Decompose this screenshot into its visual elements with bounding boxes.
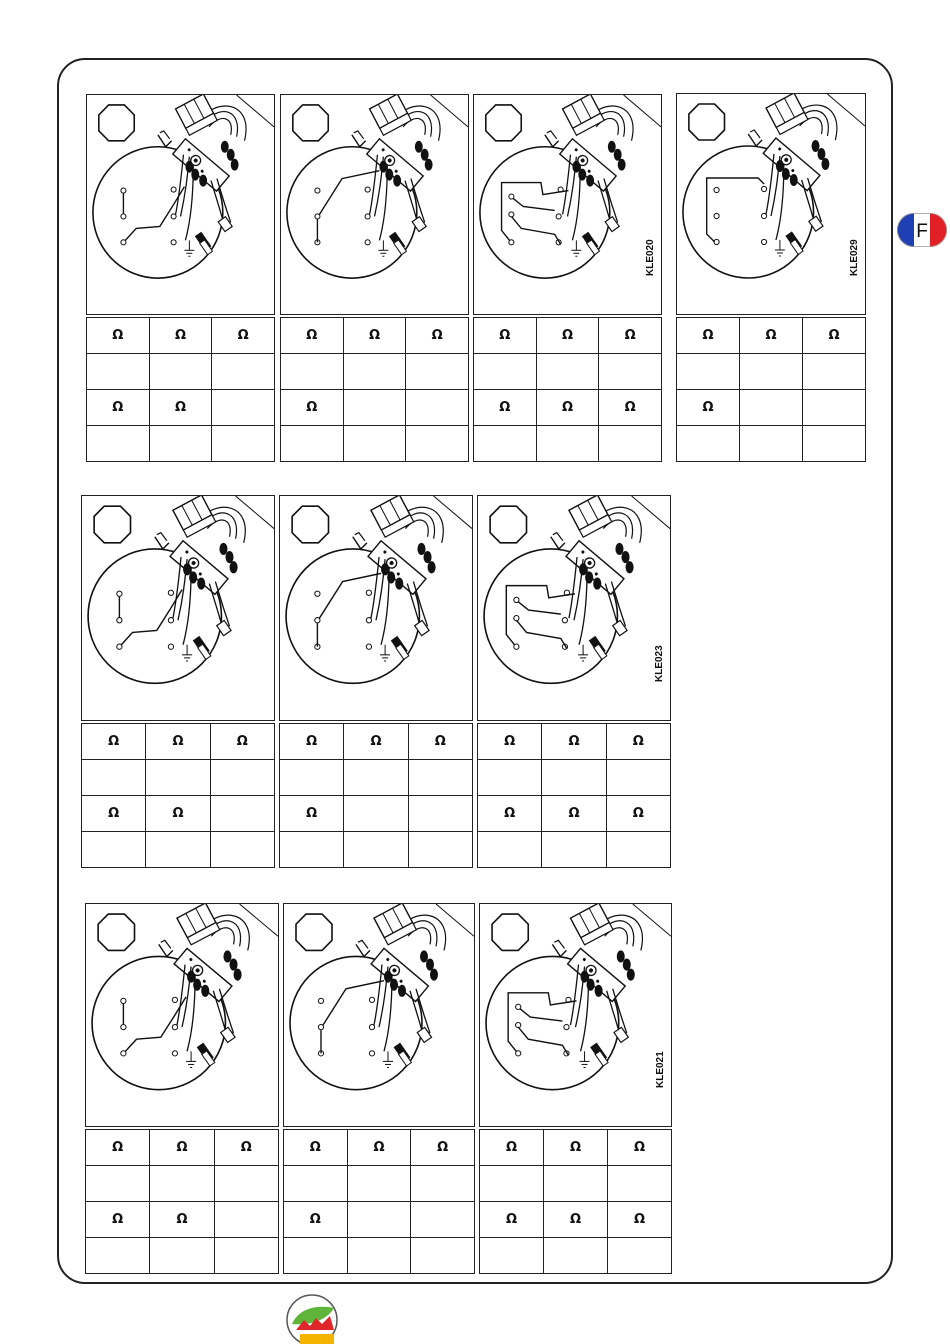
empty-cell [280,832,344,868]
table-row [280,796,473,832]
empty-cell [677,354,740,390]
empty-cell [214,1202,278,1238]
table-row [474,318,662,354]
empty-cell [343,390,406,426]
empty-cell [210,832,274,868]
table-row [478,760,671,796]
ohm-symbol-cell: Ω [284,1130,348,1166]
table-row [478,832,671,868]
ohm-symbol-cell: Ω [347,1130,411,1166]
resistance-table [85,1129,279,1274]
wiring-diagram [479,903,672,1127]
wiring-panel [479,903,672,1275]
wiring-diagram [279,495,473,721]
empty-cell [478,832,542,868]
empty-cell [406,390,469,426]
empty-cell [281,426,344,462]
ohm-symbol-cell: Ω [677,318,740,354]
wiring-panel [279,495,473,870]
table-row [480,1238,672,1274]
empty-cell [86,1238,150,1274]
table-row [284,1238,475,1274]
table-row [82,724,275,760]
ohm-symbol-cell: Ω [212,318,275,354]
ohm-symbol-cell: Ω [281,390,344,426]
ohm-symbol-cell: Ω [608,1130,672,1166]
resistance-table [473,317,662,462]
empty-cell [214,1238,278,1274]
wiring-diagram [473,94,662,315]
wiring-diagram [85,903,279,1127]
table-row [677,426,866,462]
empty-cell [347,1202,411,1238]
wiring-panel [477,495,671,870]
brand-leaf-logo-icon [284,1290,340,1344]
table-row [87,354,275,390]
table-row [86,1166,279,1202]
ohm-symbol-cell: Ω [146,724,210,760]
empty-cell [411,1166,475,1202]
empty-cell [347,1166,411,1202]
ohm-symbol-cell: Ω [542,796,606,832]
empty-cell [542,760,606,796]
empty-cell [82,832,146,868]
ohm-symbol-cell: Ω [86,1202,150,1238]
empty-cell [740,390,803,426]
french-flag-icon [897,213,947,247]
empty-cell [480,1166,544,1202]
empty-cell [86,1166,150,1202]
ohm-symbol-cell: Ω [343,318,406,354]
empty-cell [606,760,670,796]
resistance-table [477,723,671,868]
language-letter: F [916,221,928,242]
wiring-diagram [81,495,275,721]
wiring-panel [85,903,279,1275]
empty-cell [544,1166,608,1202]
empty-cell [214,1166,278,1202]
ohm-symbol-cell: Ω [150,1130,214,1166]
ohm-symbol-cell: Ω [87,318,150,354]
empty-cell [478,760,542,796]
resistance-table [283,1129,475,1274]
ohm-symbol-cell: Ω [606,724,670,760]
empty-cell [536,426,599,462]
empty-cell [280,760,344,796]
wiring-panel [81,495,275,870]
ohm-symbol-cell: Ω [280,796,344,832]
empty-cell [677,426,740,462]
empty-cell [146,832,210,868]
table-row [480,1166,672,1202]
wiring-diagram [283,903,475,1127]
table-row [280,760,473,796]
table-row [677,318,866,354]
resistance-table [479,1129,672,1274]
ohm-symbol-cell: Ω [606,796,670,832]
table-row [281,318,469,354]
ohm-symbol-cell: Ω [478,796,542,832]
model-code-label: KLE023 [654,645,665,682]
ohm-symbol-cell: Ω [344,724,408,760]
wiring-panel [86,94,275,461]
ohm-symbol-cell: Ω [280,724,344,760]
table-row [86,1238,279,1274]
resistance-table [676,317,866,462]
empty-cell [411,1202,475,1238]
ohm-symbol-cell: Ω [411,1130,475,1166]
empty-cell [411,1238,475,1274]
ohm-symbol-cell: Ω [608,1202,672,1238]
empty-cell [474,426,537,462]
empty-cell [599,354,662,390]
table-row [480,1130,672,1166]
table-row [478,724,671,760]
ohm-symbol-cell: Ω [146,796,210,832]
empty-cell [344,832,408,868]
ohm-symbol-cell: Ω [82,796,146,832]
table-row [281,390,469,426]
ohm-symbol-cell: Ω [281,318,344,354]
resistance-table [280,317,469,462]
wiring-panel [676,93,866,462]
table-row [478,796,671,832]
empty-cell [87,426,150,462]
table-row [82,832,275,868]
wiring-diagram [676,93,866,315]
table-row [281,426,469,462]
table-row [87,390,275,426]
table-row [280,832,473,868]
ohm-symbol-cell: Ω [599,390,662,426]
ohm-symbol-cell: Ω [149,318,212,354]
ohm-symbol-cell: Ω [474,318,537,354]
ohm-symbol-cell: Ω [474,390,537,426]
ohm-symbol-cell: Ω [210,724,274,760]
table-row [82,760,275,796]
wiring-panel [280,94,469,461]
wiring-panel [473,94,662,461]
empty-cell [344,796,408,832]
resistance-table [279,723,473,868]
wiring-panel [283,903,475,1275]
empty-cell [408,832,472,868]
empty-cell [480,1238,544,1274]
empty-cell [740,426,803,462]
wiring-diagram [86,94,275,315]
table-row [677,354,866,390]
ohm-symbol-cell: Ω [677,390,740,426]
table-row [86,1202,279,1238]
empty-cell [150,1238,214,1274]
resistance-table [81,723,275,868]
empty-cell [284,1166,348,1202]
table-row [87,318,275,354]
ohm-symbol-cell: Ω [740,318,803,354]
empty-cell [343,426,406,462]
ohm-symbol-cell: Ω [87,390,150,426]
table-row [474,390,662,426]
empty-cell [87,354,150,390]
ohm-symbol-cell: Ω [214,1130,278,1166]
table-row [284,1130,475,1166]
empty-cell [606,832,670,868]
empty-cell [544,1238,608,1274]
ohm-symbol-cell: Ω [544,1202,608,1238]
table-row [87,426,275,462]
table-row [281,354,469,390]
table-row [284,1166,475,1202]
table-row [480,1202,672,1238]
ohm-symbol-cell: Ω [536,390,599,426]
empty-cell [212,354,275,390]
resistance-table [86,317,275,462]
ohm-symbol-cell: Ω [480,1130,544,1166]
ohm-symbol-cell: Ω [599,318,662,354]
ohm-symbol-cell: Ω [408,724,472,760]
ohm-symbol-cell: Ω [86,1130,150,1166]
model-code-label: KLE029 [849,239,860,276]
empty-cell [599,426,662,462]
empty-cell [408,760,472,796]
empty-cell [608,1238,672,1274]
empty-cell [406,426,469,462]
model-code-label: KLE021 [655,1051,666,1088]
empty-cell [408,796,472,832]
ohm-symbol-cell: Ω [284,1202,348,1238]
empty-cell [212,390,275,426]
empty-cell [149,426,212,462]
ohm-symbol-cell: Ω [542,724,606,760]
ohm-symbol-cell: Ω [150,1202,214,1238]
ohm-symbol-cell: Ω [82,724,146,760]
ohm-symbol-cell: Ω [478,724,542,760]
empty-cell [82,760,146,796]
table-row [474,426,662,462]
empty-cell [474,354,537,390]
empty-cell [803,390,866,426]
empty-cell [212,426,275,462]
empty-cell [740,354,803,390]
empty-cell [210,796,274,832]
ohm-symbol-cell: Ω [544,1130,608,1166]
table-row [677,390,866,426]
ohm-symbol-cell: Ω [536,318,599,354]
ohm-symbol-cell: Ω [480,1202,544,1238]
empty-cell [210,760,274,796]
ohm-symbol-cell: Ω [149,390,212,426]
table-row [280,724,473,760]
empty-cell [803,354,866,390]
table-row [284,1202,475,1238]
empty-cell [347,1238,411,1274]
empty-cell [284,1238,348,1274]
empty-cell [150,1166,214,1202]
empty-cell [343,354,406,390]
empty-cell [281,354,344,390]
empty-cell [542,832,606,868]
empty-cell [149,354,212,390]
wiring-diagram [477,495,671,721]
table-row [86,1130,279,1166]
model-code-label: KLE020 [645,239,656,276]
empty-cell [803,426,866,462]
empty-cell [536,354,599,390]
empty-cell [146,760,210,796]
empty-cell [344,760,408,796]
empty-cell [406,354,469,390]
ohm-symbol-cell: Ω [803,318,866,354]
table-row [474,354,662,390]
wiring-diagram [280,94,469,315]
empty-cell [608,1166,672,1202]
table-row [82,796,275,832]
ohm-symbol-cell: Ω [406,318,469,354]
